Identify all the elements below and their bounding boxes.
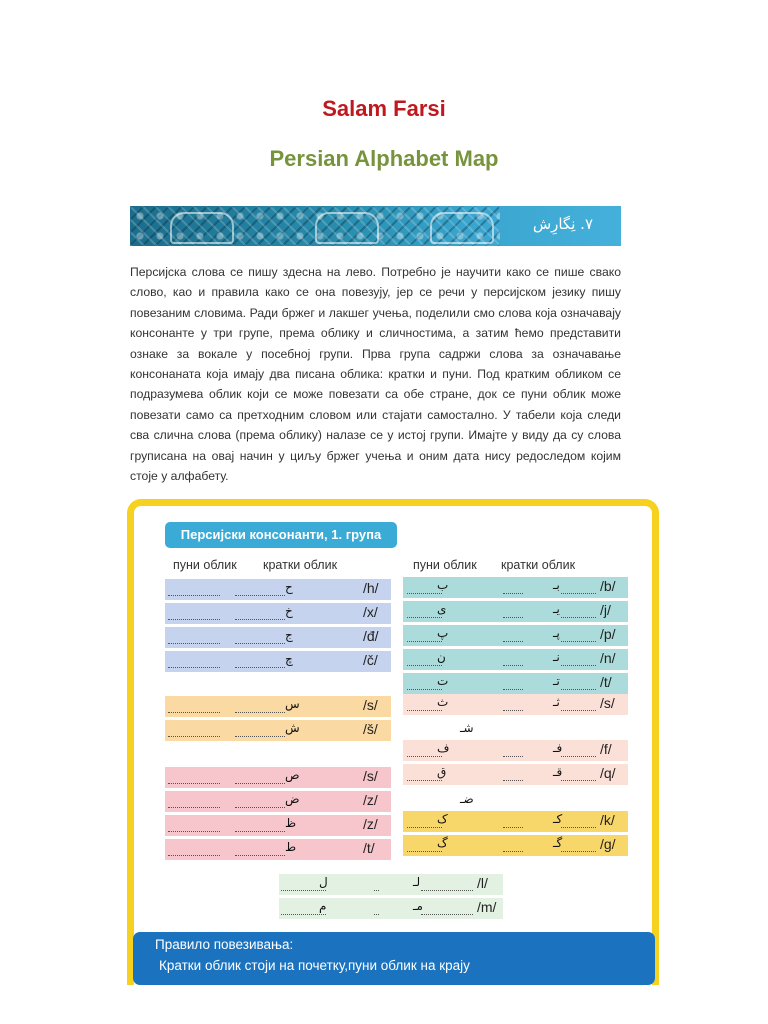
phoneme-label: /đ/ [363, 628, 379, 644]
short-form-letter: یـ [553, 602, 560, 616]
dotted-line [235, 607, 285, 620]
dotted-line [561, 677, 596, 690]
phoneme-label: /t/ [600, 674, 612, 690]
right-letter-row [403, 649, 628, 670]
dotted-line [235, 700, 285, 713]
short-form-letter: لـ [413, 875, 421, 889]
full-form-letter: ت [437, 674, 449, 688]
left-letter-row [165, 767, 391, 788]
left-letter-row [165, 839, 391, 860]
full-form-letter: ح [285, 580, 293, 594]
dotted-line [503, 581, 523, 594]
dotted-line [561, 653, 596, 666]
right-letter-row [403, 811, 628, 832]
dotted-line [561, 581, 596, 594]
full-form-letter: ص [285, 768, 300, 782]
phoneme-label: /z/ [363, 792, 378, 808]
left-letter-row [165, 720, 474, 741]
dotted-line [561, 605, 596, 618]
dotted-line [561, 839, 596, 852]
phoneme-label: /t/ [363, 840, 375, 856]
dotted-line [503, 653, 523, 666]
intro-paragraph: Персијска слова се пишу здесна на лево. Потребно је научити како се пише свако слово, као и правила како се она повезују, јер се речи у персијском језику пишу повезаним словима. Ради бржег и лакшег учења, поделили смо слова која означавају консонанте у три групе, према облику и сличностима, а затим ћемо представити ознаке за вокале у посебној групи. Прва група садржи слова за означавање консонаната која имају два писана облика: кратки и пуни. Под кратким обликом се подразумева облик који се може повезати са обе стране, док се пуни облик може повезати само са претходним словом или стајати самостално. У табели која следи сва слична слова (према облику) налазе се у истој групи. Имајте у виду да су слова груписана на овај начин у циљу бржег учења и оним дата нису редоследом којим стоје у алфабету. [130, 265, 621, 484]
dotted-line [168, 771, 220, 784]
dotted-line [168, 843, 220, 856]
short-form-letter: فـ [553, 741, 563, 755]
right-letter-row [403, 694, 628, 715]
header-full-right: пуни облик [413, 558, 477, 572]
phoneme-label: /h/ [363, 580, 379, 596]
full-form-letter: ی [437, 602, 447, 616]
full-form-letter: ل [319, 875, 328, 889]
right-letter-row [403, 673, 628, 694]
phoneme-label: /f/ [600, 741, 612, 757]
dotted-line [421, 902, 473, 915]
dotted-line [168, 583, 220, 596]
dotted-line [168, 607, 220, 620]
right-letter-row [403, 835, 628, 856]
dotted-line [235, 631, 285, 644]
dotted-line [561, 815, 596, 828]
arch-ornament [170, 212, 234, 244]
dotted-line [235, 771, 285, 784]
short-form-letter: ثـ [553, 695, 560, 709]
dotted-line [235, 819, 285, 832]
short-form-letter: کـ [553, 812, 563, 826]
page-title: Salam Farsi [322, 96, 446, 121]
phoneme-label: /s/ [363, 768, 378, 784]
rule-heading: Правило повезивања: [155, 937, 294, 952]
arch-ornament [430, 212, 494, 244]
dotted-line [235, 795, 285, 808]
dotted-line [374, 902, 379, 915]
dotted-line [561, 768, 596, 781]
phoneme-label: /b/ [600, 578, 616, 594]
dotted-line [561, 744, 596, 757]
full-form-letter: خ [285, 604, 293, 618]
phoneme-label: /č/ [363, 652, 378, 668]
arch-ornament [315, 212, 379, 244]
full-form-letter: ن [437, 650, 446, 664]
phoneme-label: /s/ [363, 697, 378, 713]
right-letter-row [403, 625, 628, 646]
full-form-letter: ق [437, 765, 447, 779]
dotted-line [503, 677, 523, 690]
dotted-line [503, 744, 523, 757]
short-form-letter: گـ [553, 836, 563, 850]
phoneme-label: /k/ [600, 812, 615, 828]
dotted-line [168, 724, 220, 737]
left-letter-row [165, 579, 391, 600]
dotted-line [235, 583, 285, 596]
dotted-line [235, 843, 285, 856]
left-letter-row [165, 791, 474, 812]
full-form-letter: گ [437, 836, 448, 850]
full-form-letter: ض [285, 792, 300, 806]
dotted-line [561, 629, 596, 642]
phoneme-label: /j/ [600, 602, 611, 618]
short-form-letter: مـ [413, 899, 423, 913]
rule-box [133, 932, 655, 985]
phoneme-label: /n/ [600, 650, 616, 666]
header-short-right: кратки облик [501, 558, 576, 572]
bottom-letter-row [279, 898, 503, 919]
full-form-letter: ش [285, 721, 300, 735]
dotted-line [561, 698, 596, 711]
full-form-letter: ظ [285, 816, 297, 830]
dotted-line [168, 795, 220, 808]
dotted-line [235, 724, 285, 737]
phoneme-label: /m/ [477, 899, 497, 915]
header-full-left: пуни облик [173, 558, 237, 572]
short-form-letter: تـ [553, 674, 560, 688]
section-banner [130, 206, 621, 246]
group-title: Персијски консонанти, 1. група [165, 522, 397, 548]
phoneme-label: /z/ [363, 816, 378, 832]
phoneme-label: /š/ [363, 721, 378, 737]
page-subtitle: Persian Alphabet Map [269, 146, 499, 171]
short-form-letter: ضـ [460, 792, 474, 806]
banner-label: ۷. نِگارِش [532, 215, 593, 233]
dotted-line [374, 878, 379, 891]
rule-text: Кратки облик стоји на почетку,пуни облик на крају [159, 958, 470, 973]
full-form-letter: ک [437, 812, 448, 826]
dotted-line [421, 878, 473, 891]
phoneme-label: /l/ [477, 875, 488, 891]
phoneme-label: /p/ [600, 626, 616, 642]
full-form-letter: ف [437, 741, 450, 755]
dotted-line [503, 815, 523, 828]
header-short-left: кратки облик [263, 558, 338, 572]
full-form-letter: س [285, 697, 300, 711]
short-form-letter: قـ [553, 765, 563, 779]
full-form-letter: ث [437, 695, 449, 709]
full-form-letter: چ [285, 652, 293, 666]
dotted-line [168, 700, 220, 713]
dotted-line [503, 768, 523, 781]
right-letter-row [403, 577, 628, 598]
full-form-letter: ط [285, 840, 297, 854]
full-form-letter: ب [437, 578, 449, 592]
left-letter-row [165, 651, 391, 672]
left-letter-row [165, 627, 391, 648]
dotted-line [503, 605, 523, 618]
dotted-line [168, 631, 220, 644]
full-form-letter: م [319, 899, 327, 913]
short-form-letter: شـ [460, 721, 474, 735]
full-form-letter: پ [437, 626, 449, 640]
dotted-line [503, 629, 523, 642]
dotted-line [503, 698, 523, 711]
left-letter-row [165, 603, 391, 624]
left-letter-row [165, 696, 391, 717]
left-letter-row [165, 815, 391, 836]
phoneme-label: /q/ [600, 765, 616, 781]
bottom-letter-row [279, 874, 503, 895]
full-form-letter: ج [285, 628, 293, 642]
dotted-line [168, 655, 220, 668]
dotted-line [168, 819, 220, 832]
short-form-letter: نـ [553, 650, 560, 664]
phoneme-label: /g/ [600, 836, 616, 852]
phoneme-label: /s/ [600, 695, 615, 711]
dotted-line [503, 839, 523, 852]
right-letter-row [403, 764, 628, 785]
dotted-line [235, 655, 285, 668]
right-letter-row [403, 601, 628, 622]
short-form-letter: پـ [553, 626, 560, 640]
short-form-letter: بـ [553, 578, 560, 592]
phoneme-label: /x/ [363, 604, 378, 620]
right-letter-row [403, 740, 628, 761]
